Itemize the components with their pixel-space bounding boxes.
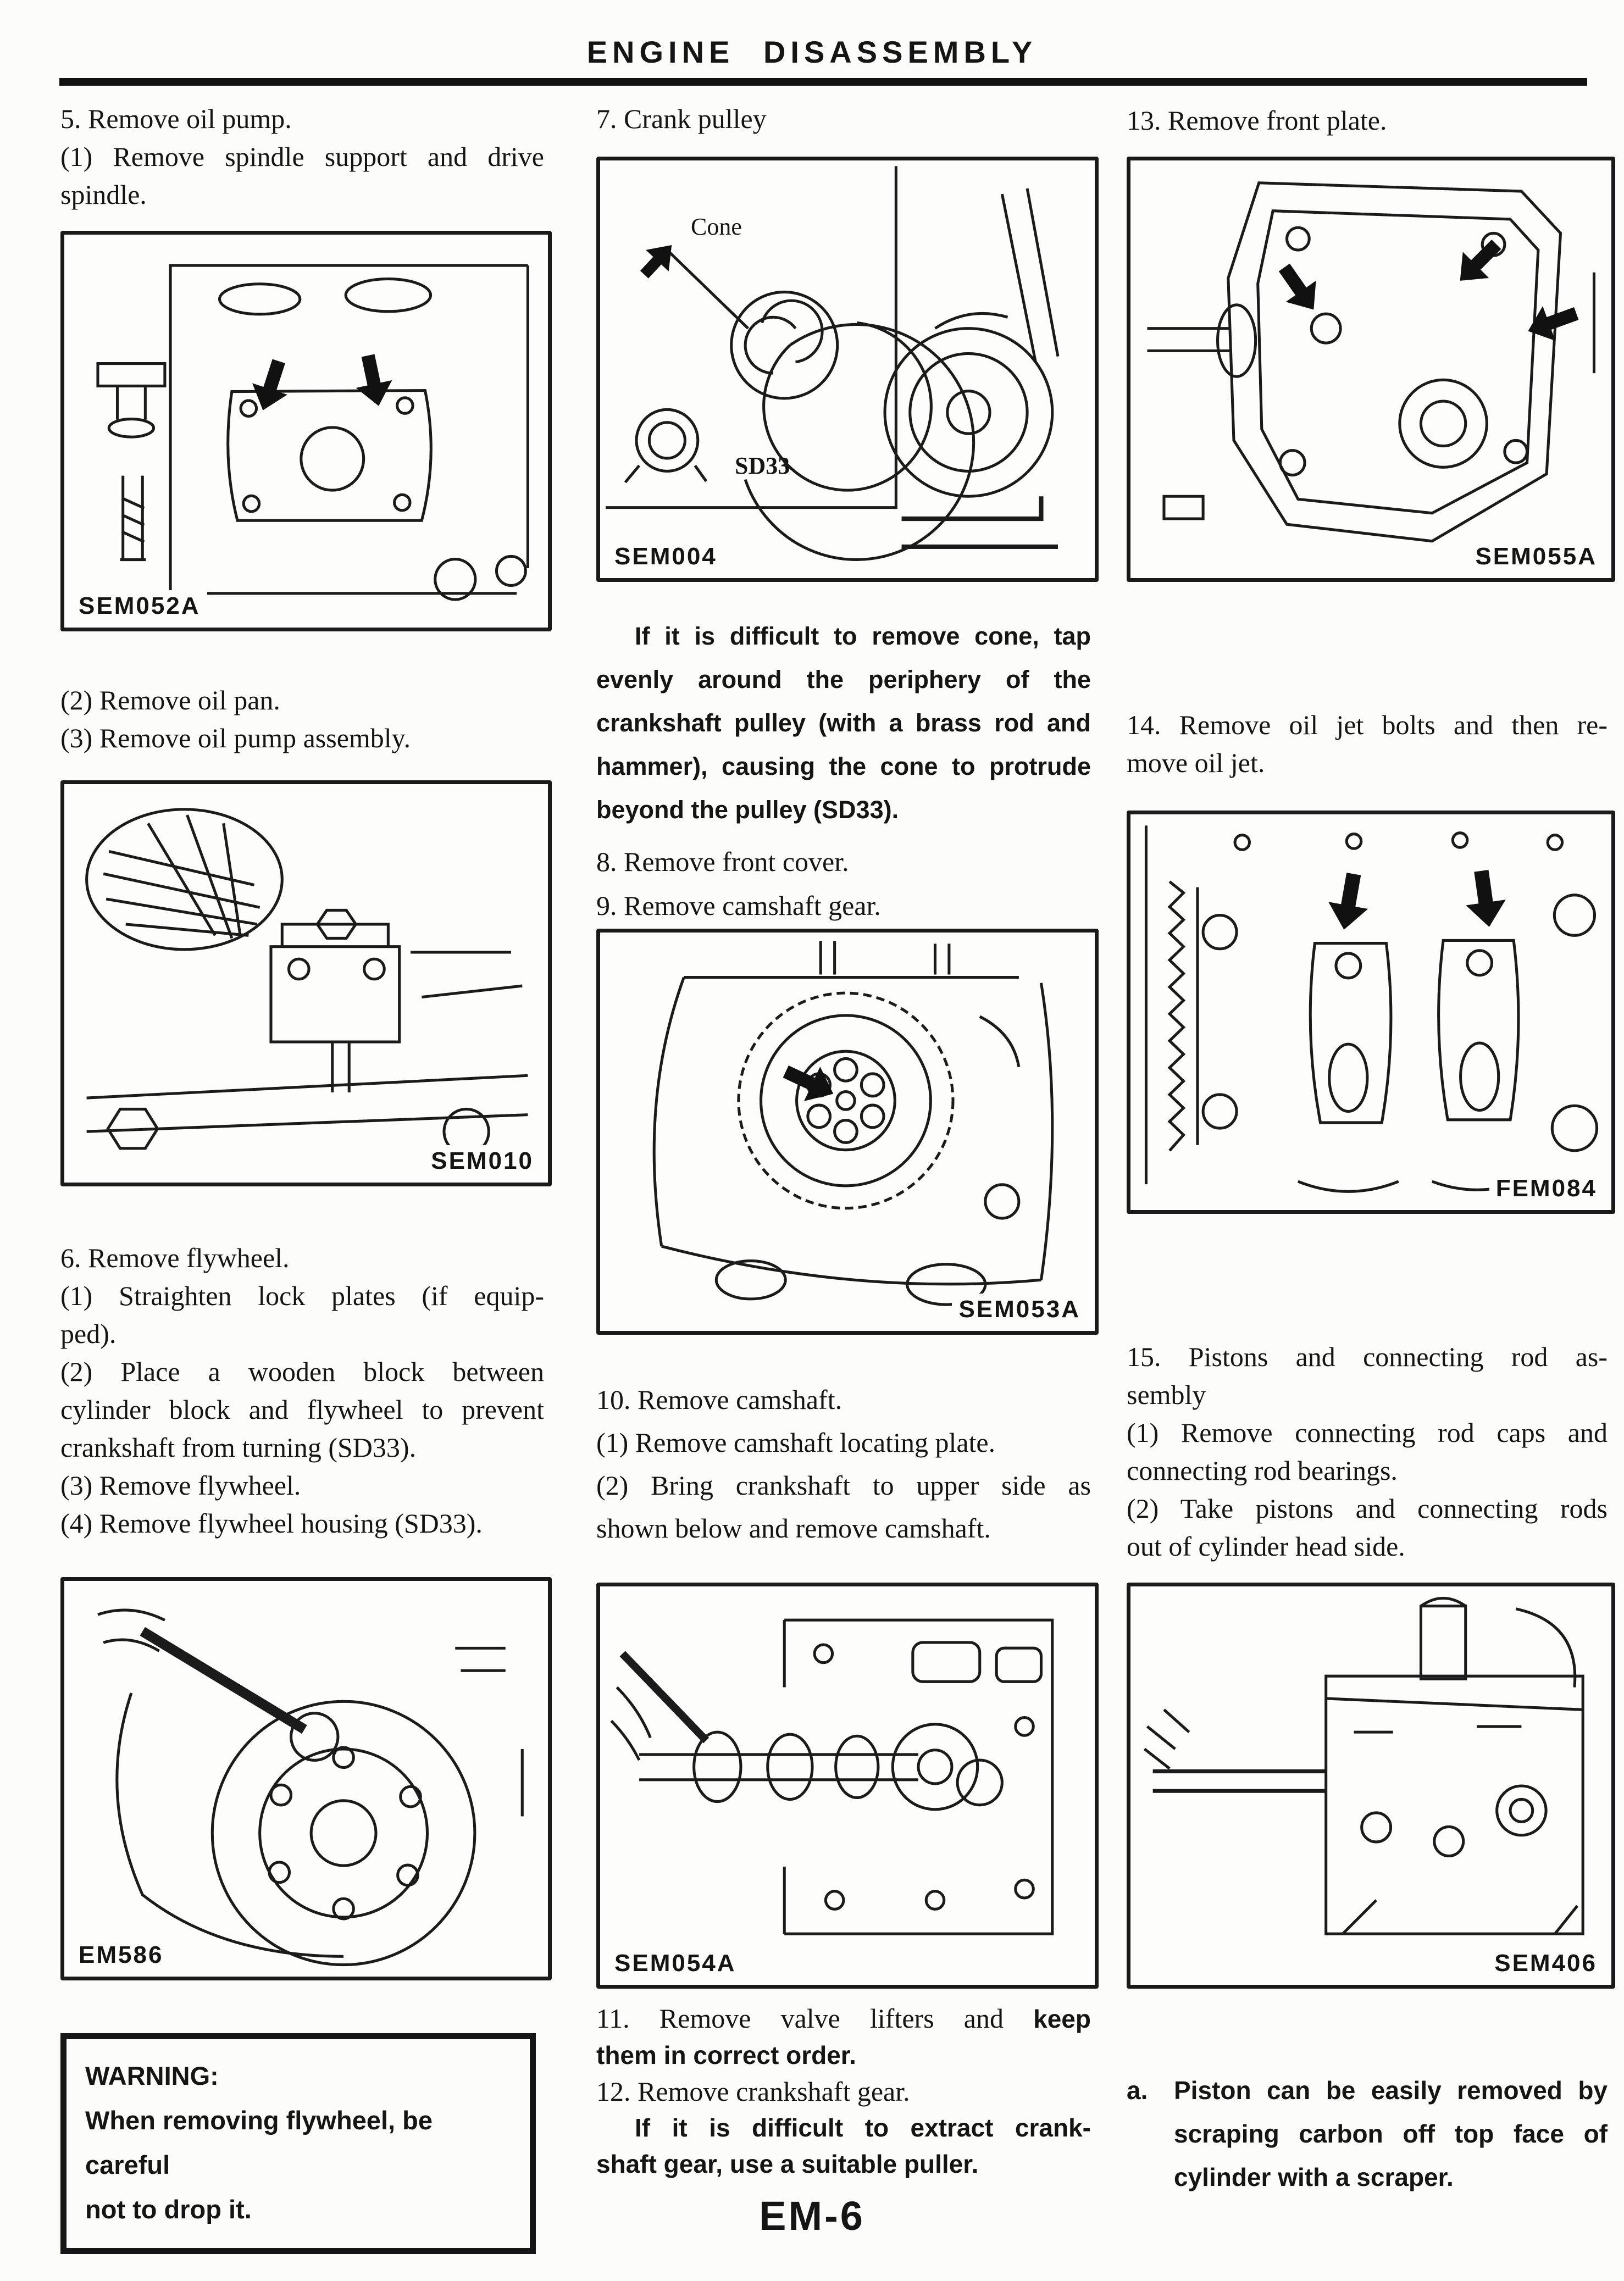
step-5-paragraph [60,100,544,214]
text-line: Piston can be easily removed by [1174,2076,1608,2105]
text-line: 7. Crank pulley [596,103,767,134]
figure-sem054a [596,1583,1099,1989]
figure-label: SEM052A [72,590,207,622]
variant-annotation: SD33 [735,452,790,479]
step-7-heading [596,100,1091,138]
text-line: (2) Remove oil pan. [60,685,280,715]
text-line: 10. Remove camshaft. [596,1384,843,1415]
step-15-paragraph [1127,1338,1608,1566]
figure-label: SEM054A [608,1947,743,1979]
text-line: crankshaft pulley (with a brass rod and [596,709,1091,737]
text-line: not to drop it. [85,2195,252,2224]
figure-fem084 [1127,811,1615,1214]
figure-illustration [600,1586,1095,1985]
page-number: EM-6 [759,2193,865,2239]
figure-illustration [64,235,548,628]
text-line: If it is difficult to remove cone, tap [635,622,1091,650]
text-line: shown below and remove camshaft. [596,1513,991,1544]
figure-em586 [60,1577,552,1980]
figure-label: FEM084 [1489,1173,1604,1205]
step-6-paragraph [60,1239,544,1542]
text-line: them in correct order. [596,2041,856,2069]
note-body [1174,2069,1608,2199]
cone-annotation: Cone [691,213,742,240]
text-line: out of cylinder head side. [1127,1531,1405,1562]
header-rule [59,78,1587,86]
figure-label: SEM053A [952,1294,1087,1325]
text-line: cylinder with a scraper. [1174,2163,1454,2191]
figure-sem004 [596,157,1099,582]
step-5-substeps [60,681,544,757]
text-line: shaft gear, use a suitable puller. [596,2150,979,2178]
steps-8-9 [596,840,1091,928]
text-line: 9. Remove camshaft gear. [596,890,881,921]
text-line: (3) Remove oil pump assembly. [60,723,411,753]
text-line: (1) Remove connecting rod caps and [1127,1417,1608,1448]
steps-11-12 [596,2000,1091,2182]
text-segment: 11. Remove valve lifters and [596,2003,1034,2034]
note-marker: a. [1127,2076,1148,2105]
figure-sem055a [1127,157,1615,582]
figure-illustration [1130,814,1611,1210]
figure-illustration [1130,1586,1611,1985]
text-line: crankshaft from turning (SD33). [60,1432,417,1463]
figure-illustration [64,1581,548,1977]
figure-illustration [1130,160,1611,578]
figure-sem406 [1127,1583,1615,1989]
cone-note-paragraph [596,614,1091,831]
text-line: 5. Remove oil pump. [60,103,292,134]
text-line: connecting rod bearings. [1127,1455,1398,1486]
text-line: 12. Remove crankshaft gear. [596,2076,910,2107]
figure-illustration [64,784,548,1183]
figure-label: SEM406 [1488,1947,1604,1979]
text-line: 13. Remove front plate. [1127,105,1387,136]
text-line: (2) Place a wooden block between [60,1356,544,1387]
warning-title: WARNING: [85,2061,219,2090]
step-14-paragraph [1127,706,1608,782]
figure-label: SEM010 [424,1145,540,1177]
text-line: beyond the pulley (SD33). [596,796,899,824]
text-line: If it is difficult to extract crank- [635,2113,1091,2142]
figure-label: SEM055A [1468,541,1604,573]
figure-illustration [600,160,1095,578]
text-line: move oil jet. [1127,747,1265,778]
figure-sem052a [60,231,552,631]
text-line: 8. Remove front cover. [596,846,849,877]
text-line [596,2000,1091,2037]
figure-sem053a [596,929,1099,1335]
figure-sem010 [60,780,552,1186]
text-line: (2) Bring crankshaft to upper side as [596,1470,1091,1501]
text-line: sembly [1127,1379,1206,1410]
text-line: (4) Remove flywheel housing (SD33). [60,1508,483,1539]
step-13-heading [1127,102,1608,140]
text-line: ped). [60,1318,117,1349]
text-line: hammer), causing the cone to protrude [596,752,1091,780]
step-10-paragraph [596,1378,1091,1550]
text-line: (3) Remove flywheel. [60,1470,301,1501]
figure-illustration [600,933,1095,1331]
text-segment-bold: keep [1033,2005,1091,2033]
page-title: ENGINE DISASSEMBLY [586,35,1038,69]
text-line: cylinder block and flywheel to prevent [60,1394,544,1425]
text-line: 14. Remove oil jet bolts and then re- [1127,709,1608,740]
text-line: (1) Remove spindle support and drive [60,141,544,172]
note-a [1127,2069,1608,2199]
text-line: 15. Pistons and connecting rod as- [1127,1341,1608,1372]
text-line: scraping carbon off top face of [1174,2119,1608,2148]
text-line: spindle. [60,179,147,210]
text-line: (1) Straighten lock plates (if equip- [60,1280,544,1311]
text-line: (1) Remove camshaft locating plate. [596,1427,996,1458]
text-line: 6. Remove flywheel. [60,1242,290,1273]
text-line: evenly around the periphery of the [596,665,1091,693]
figure-label: EM586 [72,1939,170,1971]
text-line: (2) Take pistons and connecting rods [1127,1493,1608,1524]
figure-label: SEM004 [608,541,724,573]
text-line: When removing flywheel, be careful [85,2106,433,2179]
